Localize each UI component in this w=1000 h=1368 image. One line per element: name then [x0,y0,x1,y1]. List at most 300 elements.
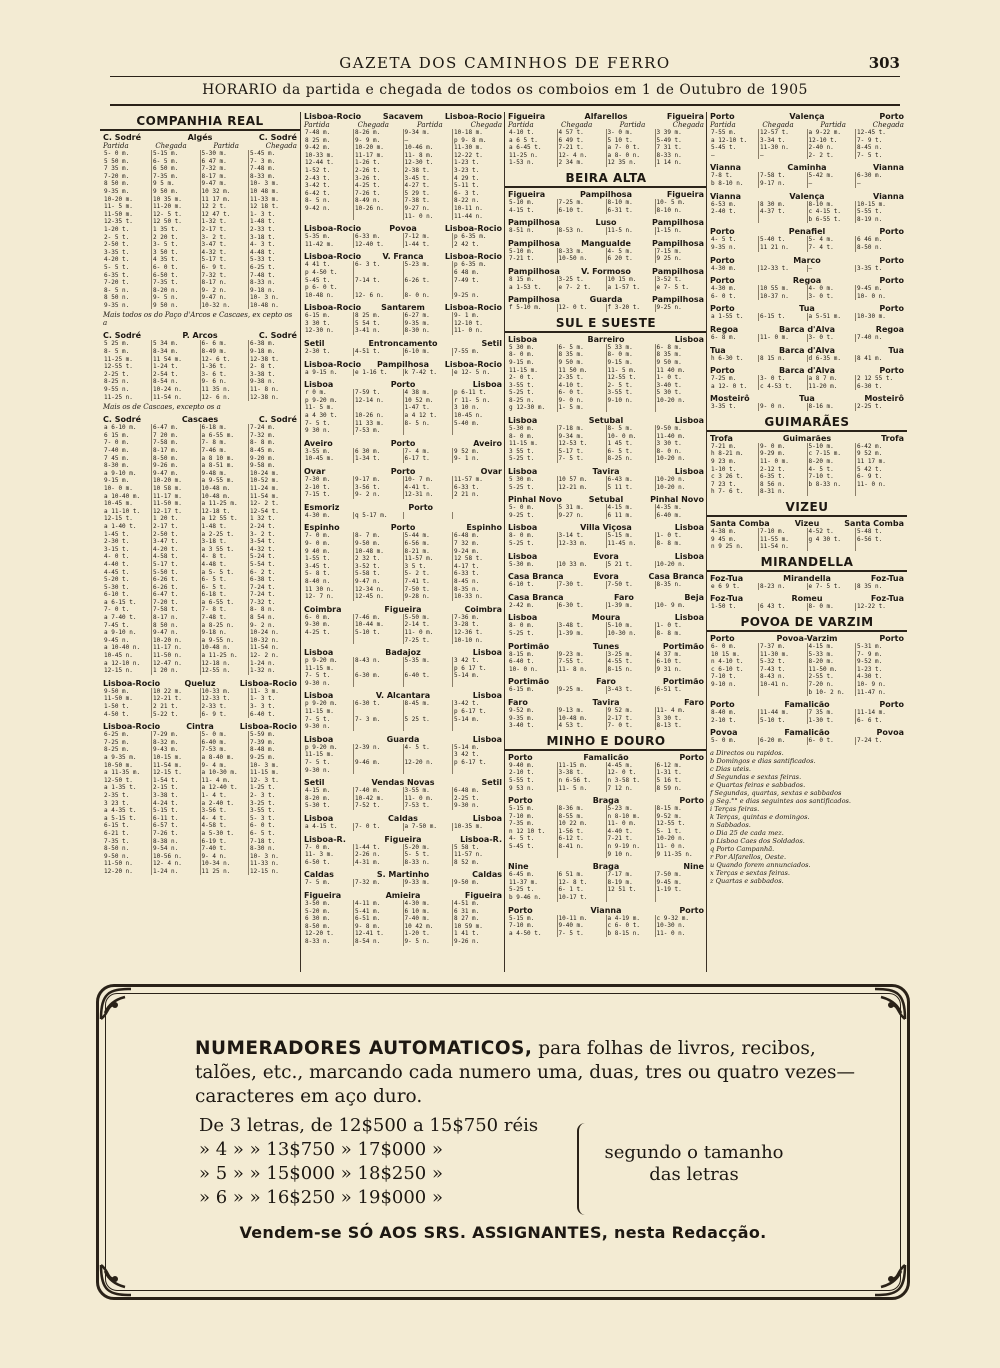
table-row [103,576,297,584]
time-cell: 4- 5 t. [403,744,453,752]
time-cell: 9-40 m. [508,762,557,770]
time-cell: 8-45 n. [454,577,480,585]
table-row [103,470,297,478]
table-row [304,915,502,923]
time-cell: 6-10 m. [403,348,453,356]
time-cell: 12- 2 n. [250,652,279,660]
time-cell: 3-47 t. [200,241,249,249]
time-cell: 6- 6 m. [200,340,249,348]
time-cell: 12-36 t. [454,628,483,636]
time-cell: 6- 5 t. [200,576,249,584]
route-header [710,325,904,334]
table-row [103,853,297,861]
route-station: Porto [710,112,735,121]
time-cell: a 12- 0 t. [710,383,759,391]
time-cell: 8-31 n. [759,488,808,496]
time-cell: 10-20 m. [152,477,201,485]
route-station: Lisboa-Rocio [444,224,502,234]
table-row [710,528,904,536]
time-cell: 5-15 m. [508,805,557,813]
route-station: Porto [879,634,904,643]
route-station: Figueira [666,112,704,121]
time-cell: 11-44 n. [454,212,483,220]
time-cell: 8-26 m. [354,129,404,137]
route-station: Penafiel [788,227,826,237]
time-cell: 6-51 m. [354,915,404,923]
time-cell: 8-49 m. [200,348,249,356]
route-header [710,574,904,583]
route-station: Lisboa [508,551,538,561]
time-cell: 4 41 t. [304,261,354,269]
time-cell: 5-15 m. [606,532,655,540]
timetable-block [304,503,502,520]
time-cell: 6-25 t. [250,263,276,271]
time-cell: p 6 17 t. [454,664,487,672]
time-cell: 10-37 n. [759,293,808,301]
time-cell [453,767,503,775]
price-row: » 5 » » 15$000 » 18$250 » [199,1163,443,1184]
time-cell: 4-58 t. [200,822,249,830]
time-cell: 4-30 m. [710,265,759,273]
time-cell: 4-15 t. [508,207,557,215]
legend-note: a Directos ou rapidos. [710,748,784,757]
route-header [508,218,704,227]
time-cell: 5-10 m. [508,248,557,256]
time-cell: a 8 10 m. [200,455,249,463]
table-row [508,871,704,879]
route-station: Lisboa [508,467,538,477]
time-cell [403,723,453,731]
route-station: Caldas [472,870,502,880]
table-row [508,843,704,851]
time-cell: 9-18 n. [200,629,249,637]
time-cell: 8 35 m. [557,351,606,359]
table-row [710,265,904,273]
time-cell: 11-25 m. [103,356,152,364]
time-cell [403,767,453,775]
route-station: Caldas [304,870,334,880]
time-cell: 9-38 n. [250,378,276,386]
timetable-block [710,634,904,696]
table-row [710,473,904,481]
route-header [508,112,704,121]
table-row [103,371,297,379]
table-row [508,304,704,312]
time-cell: e 6 9 t. [710,583,759,591]
time-cell: 8 50 n. [103,294,152,302]
time-cell: 9-52 m. [857,658,883,666]
time-cell: 9-54 n. [152,845,201,853]
time-cell: 8-17 m. [200,173,249,181]
time-cell: 4-37 t. [759,208,808,216]
route-station: Faro [508,697,528,707]
route-header [103,415,297,424]
route-station: Pampilhosa [508,238,560,248]
route-station: Famalicão [784,728,830,738]
time-cell: 6-10 t. [508,581,557,589]
time-cell: 7-15 m. [656,247,682,255]
time-cell: 8-50 n. [103,845,152,853]
time-cell: 7 12 n. [606,785,655,793]
route-header [508,267,704,276]
time-cell: 7-59 t. [354,389,404,397]
time-cell: 11- 0 m. [403,629,453,637]
time-cell: 10-48 m. [200,485,249,493]
legend-notes [710,749,904,885]
table-row [710,689,904,697]
times-table [710,603,904,611]
time-cell: 3-18 t. [250,233,276,241]
time-cell: 10-45 m. [103,500,152,508]
time-cell: 11- 3 m. [250,687,279,695]
section-title: MINHO E DOURO [505,734,707,751]
table-row [508,722,704,730]
time-cell: 11-45 n. [606,540,655,548]
time-cell: g 4 30 t. [807,536,856,544]
time-cell: 5-50 t. [152,569,201,577]
times-table [103,688,297,718]
times-table [304,448,502,463]
time-cell: 11- 4 m. [200,777,249,785]
route-header [508,239,704,248]
time-cell: 7- 4 t. [807,244,856,252]
time-cell: 8-21 m. [403,548,453,556]
time-cell [508,851,557,859]
time-cell: 8 59 n. [656,784,682,792]
table-row [508,813,704,821]
time-cell: 1-52 t. [304,167,354,175]
time-cell: 7-30 m. [304,476,354,484]
time-cell: 4- 3 t. [250,241,276,249]
table-row [508,828,704,836]
time-cell: 12- 8 t. [557,879,606,887]
table-row [710,466,904,474]
time-cell: 7 31 t. [656,144,682,152]
price-row: » 6 » » 16$250 » 19$000 » [199,1187,443,1208]
time-cell: a 5-15 t. [103,815,152,823]
time-cell: 11-54 m. [250,492,279,500]
time-cell: 6 10 m. [403,908,453,916]
time-cell: 7- 5 t. [557,930,606,938]
time-cell: 7-17 m. [606,871,655,879]
time-cell: 8- 0 n. [656,447,682,455]
time-cell: 12-45 n. [354,593,404,601]
time-cell [856,543,905,551]
time-cell: 8-20 m. [807,658,856,666]
time-cell: 11-15 m. [250,769,279,777]
route-station: Casa Branca [648,572,704,582]
table-row [710,443,904,451]
time-cell: 6-48 m. [454,787,480,795]
time-cell: 11-30 m. [759,651,808,659]
route-station: Porto [390,438,416,448]
table-row [710,129,904,137]
time-cell: 3-40 t. [508,722,557,730]
time-cell: 4-52 t. [807,528,856,536]
route-header [508,295,704,304]
time-cell: 4- 5 t. [807,466,856,474]
time-cell: 7-32 t. [250,598,276,606]
time-cell: 9 5 m. [152,180,201,188]
time-cell: 7- 9 m. [857,650,883,658]
timetable-block [508,190,704,214]
table-row [304,484,502,492]
time-cell: 7- 0 m. [103,439,152,447]
time-cell: 10 59 m. [454,922,483,930]
time-cell: 6-30 m. [354,672,404,680]
table-row [710,216,904,224]
route-station: Portimão [508,641,550,651]
time-cell: 7-58 m. [152,439,201,447]
column-header: Chegada [155,142,187,150]
time-cell: 2 12 55 t. [857,375,894,383]
time-cell: 10-20 n. [152,637,201,645]
time-cell: 9-25 m. [250,753,276,761]
route-station: Lisboa [472,734,502,744]
times-table [304,614,502,644]
route-station: Figueira [384,604,422,614]
table-row [508,785,704,793]
time-cell: 11-17 m. [152,493,201,501]
timetable-block [508,239,704,263]
table-row [710,658,904,666]
time-cell: 11-5 n. [606,227,655,235]
time-cell: 7 35 m. [103,165,152,173]
times-table [304,532,502,600]
timetable-block [508,523,704,547]
column-companhia-real [100,112,300,972]
table-row [304,241,502,249]
time-cell: 1- 0 t. [656,622,682,630]
header-rule [110,76,900,77]
time-cell: 8-38 n. [152,838,201,846]
route-station: Foz-Tua [710,594,744,604]
time-cell: 10 35 m. [152,196,201,204]
time-cell: 3-25 m. [606,651,655,659]
route-station: Faro [596,677,616,687]
time-cell: 3-42 t. [304,182,354,190]
time-cell: b 8-10 n. [710,180,759,188]
time-cell: 11-15 m. [304,751,354,759]
table-row [304,213,502,221]
time-cell: 9-48 m. [200,470,249,478]
time-cell: 11 30 n. [304,586,354,594]
time-cell: 3- 0 t. [807,334,856,342]
time-cell: 6- 5 m. [557,344,606,352]
time-cell: 8 54 n. [250,614,276,622]
time-cell: 5 29 t. [403,190,453,198]
time-cell: 10- 5 m. [656,198,686,206]
time-cell: 6- 0 t. [250,822,276,830]
time-cell: 5 50 m. [103,158,152,166]
table-row [304,629,502,637]
time-cell: 10-20 n. [656,835,686,843]
table-row [304,700,502,708]
time-cell: 5-35 m. [403,657,453,665]
times-table [508,622,704,637]
time-cell: 2-50 t. [103,241,152,249]
table-row [508,159,704,167]
table-row [103,546,297,554]
time-cell: 8-30 m. [103,462,152,470]
time-cell: 9 52 m. [606,707,655,715]
section-title: SUL E SUESTE [505,316,707,333]
route-station: Faro [684,697,704,707]
time-cell: 3-52 t. [354,563,404,571]
time-cell: 4-58 t. [152,553,201,561]
table-row [710,603,904,611]
time-cell: 10-41 n. [759,681,808,689]
time-cell: 5-30 t. [103,584,152,592]
route-station: Figueira [304,890,342,900]
route-station: Setubal [588,495,624,505]
route-station: Foz-Tua [870,594,904,604]
time-cell [655,404,704,412]
time-cell: 1-10 t. [710,466,759,474]
time-cell: 12-40 t. [354,241,404,249]
time-cell: 7-43 t. [759,666,808,674]
route-station: Nine [508,862,529,872]
table-row [103,165,297,173]
time-cell: a 6-45 t. [508,144,557,152]
time-cell: 2 21 t. [152,703,201,711]
time-cell: 12 51 t. [606,886,655,894]
table-row [710,737,904,745]
route-station: Vendas Novas [371,778,435,788]
time-cell: 6-18 t. [200,591,249,599]
time-cell: 9-52 m. [508,707,557,715]
time-cell: 3-55 m. [403,787,453,795]
time-cell: 7-26 t. [354,190,404,198]
time-cell: n 9 25 n. [710,543,759,551]
table-row [103,711,297,719]
time-cell: 6-10 t. [103,591,152,599]
time-cell: 1-44 t. [354,844,404,852]
time-cell: 9-35 m. [508,715,557,723]
time-cell: 2 42 t. [454,240,480,248]
legend-note: k Terças, quintas e domingos. [710,812,810,821]
time-cell: 2-25 t. [454,794,480,802]
route-station: Figueira [508,189,546,199]
route-station: Trofa [881,433,904,443]
time-cell: 8-25 n. [606,455,655,463]
route-header [508,906,704,915]
timetable-block [710,346,904,363]
time-cell: 7-40 m. [103,447,152,455]
route-header [710,163,904,172]
table-row [103,637,297,645]
time-cell: 2-26 t. [354,167,404,175]
time-cell: 10- 0 n. [508,666,557,674]
time-cell: 5- 5 t. [403,851,453,859]
time-cell: 5 30 t. [656,389,682,397]
table-row [508,532,704,540]
time-cell: 12-10 t. [807,137,856,145]
time-cell: c 4-15 t. [807,208,856,216]
corner-scroll-icon [869,1259,911,1301]
table-row [304,751,502,759]
time-cell: 9-35 m. [103,188,152,196]
route-station: Lisboa-Rocio [304,112,362,121]
table-row [103,188,297,196]
time-cell: c 9-32 m. [656,914,690,922]
section-title: POVOA DE VARZIM [707,615,907,632]
route-station: Porto [408,502,434,512]
route-station: Tua [710,345,726,355]
time-cell: 2- 5 t. [103,234,152,242]
route-header [304,303,502,312]
time-cell: 4-41 t. [403,484,453,492]
time-cell: 7-40 m. [403,915,453,923]
time-cell: 4-24 t. [152,800,201,808]
time-cell: 10- 3 m. [250,180,279,188]
route-station: Casa Branca [508,592,564,602]
route-station: Porto [508,796,533,806]
time-cell: 5 31 m. [557,504,606,512]
time-cell: 12-31 n. [403,491,453,499]
time-cell: 9-27 n. [403,205,453,213]
time-cell: 9-30 n. [304,723,354,731]
times-table [508,532,704,547]
time-cell: 9- 5 n. [152,294,201,302]
time-cell: 5-58 t. [354,570,404,578]
column-header: Chegada [672,121,704,129]
time-cell: 10- 3 n. [250,294,279,302]
time-cell: 11-15 m. [304,665,354,673]
time-cell: 5-35 m. [304,233,354,241]
time-cell: 10-24 n. [250,629,279,637]
column-header-row [710,121,904,129]
time-cell: 8-45 n. [857,144,883,152]
route-station: Foz-Tua [870,573,904,583]
time-cell: 10-48 n. [304,292,354,300]
time-cell: 8-43 n. [759,673,808,681]
table-row [304,284,502,292]
route-station: Lisboa-Rocio [304,252,362,262]
table-row [304,532,502,540]
time-cell: 6 43 t. [759,603,808,611]
table-row [508,820,704,828]
time-cell: a 8-25 n. [200,622,249,630]
route-station: Nine [683,862,704,872]
time-cell: 8 35 m. [656,351,682,359]
time-cell: e 7- 5 t. [807,583,856,591]
time-cell: 5-40 t. [759,236,808,244]
time-cell: 7 32 m. [454,539,480,547]
time-cell [354,213,404,221]
legend-note: x Terças e sextas feiras. [710,868,790,877]
timetable-block [508,593,704,610]
route-station: Porto [390,380,416,390]
times-table [304,787,502,810]
time-cell: 5- 0 m. [710,737,759,745]
time-cell: 8-49 n. [354,197,404,205]
table-row [304,844,502,852]
time-cell: 12-54 t. [250,507,279,515]
time-cell: 7 45 m. [103,455,152,463]
route-station: Mirandella [783,573,831,583]
time-cell: — [807,265,856,273]
time-cell: 12-14 n. [354,397,404,405]
time-cell: r 0 m. [304,389,354,397]
timetable-block [508,112,704,167]
time-cell: 7-37 m. [759,643,808,651]
time-cell: 8-15 m. [508,651,557,659]
table-row [508,404,704,412]
time-cell: 2-10 t. [304,484,354,492]
time-cell [304,637,354,645]
table-row [304,716,502,724]
